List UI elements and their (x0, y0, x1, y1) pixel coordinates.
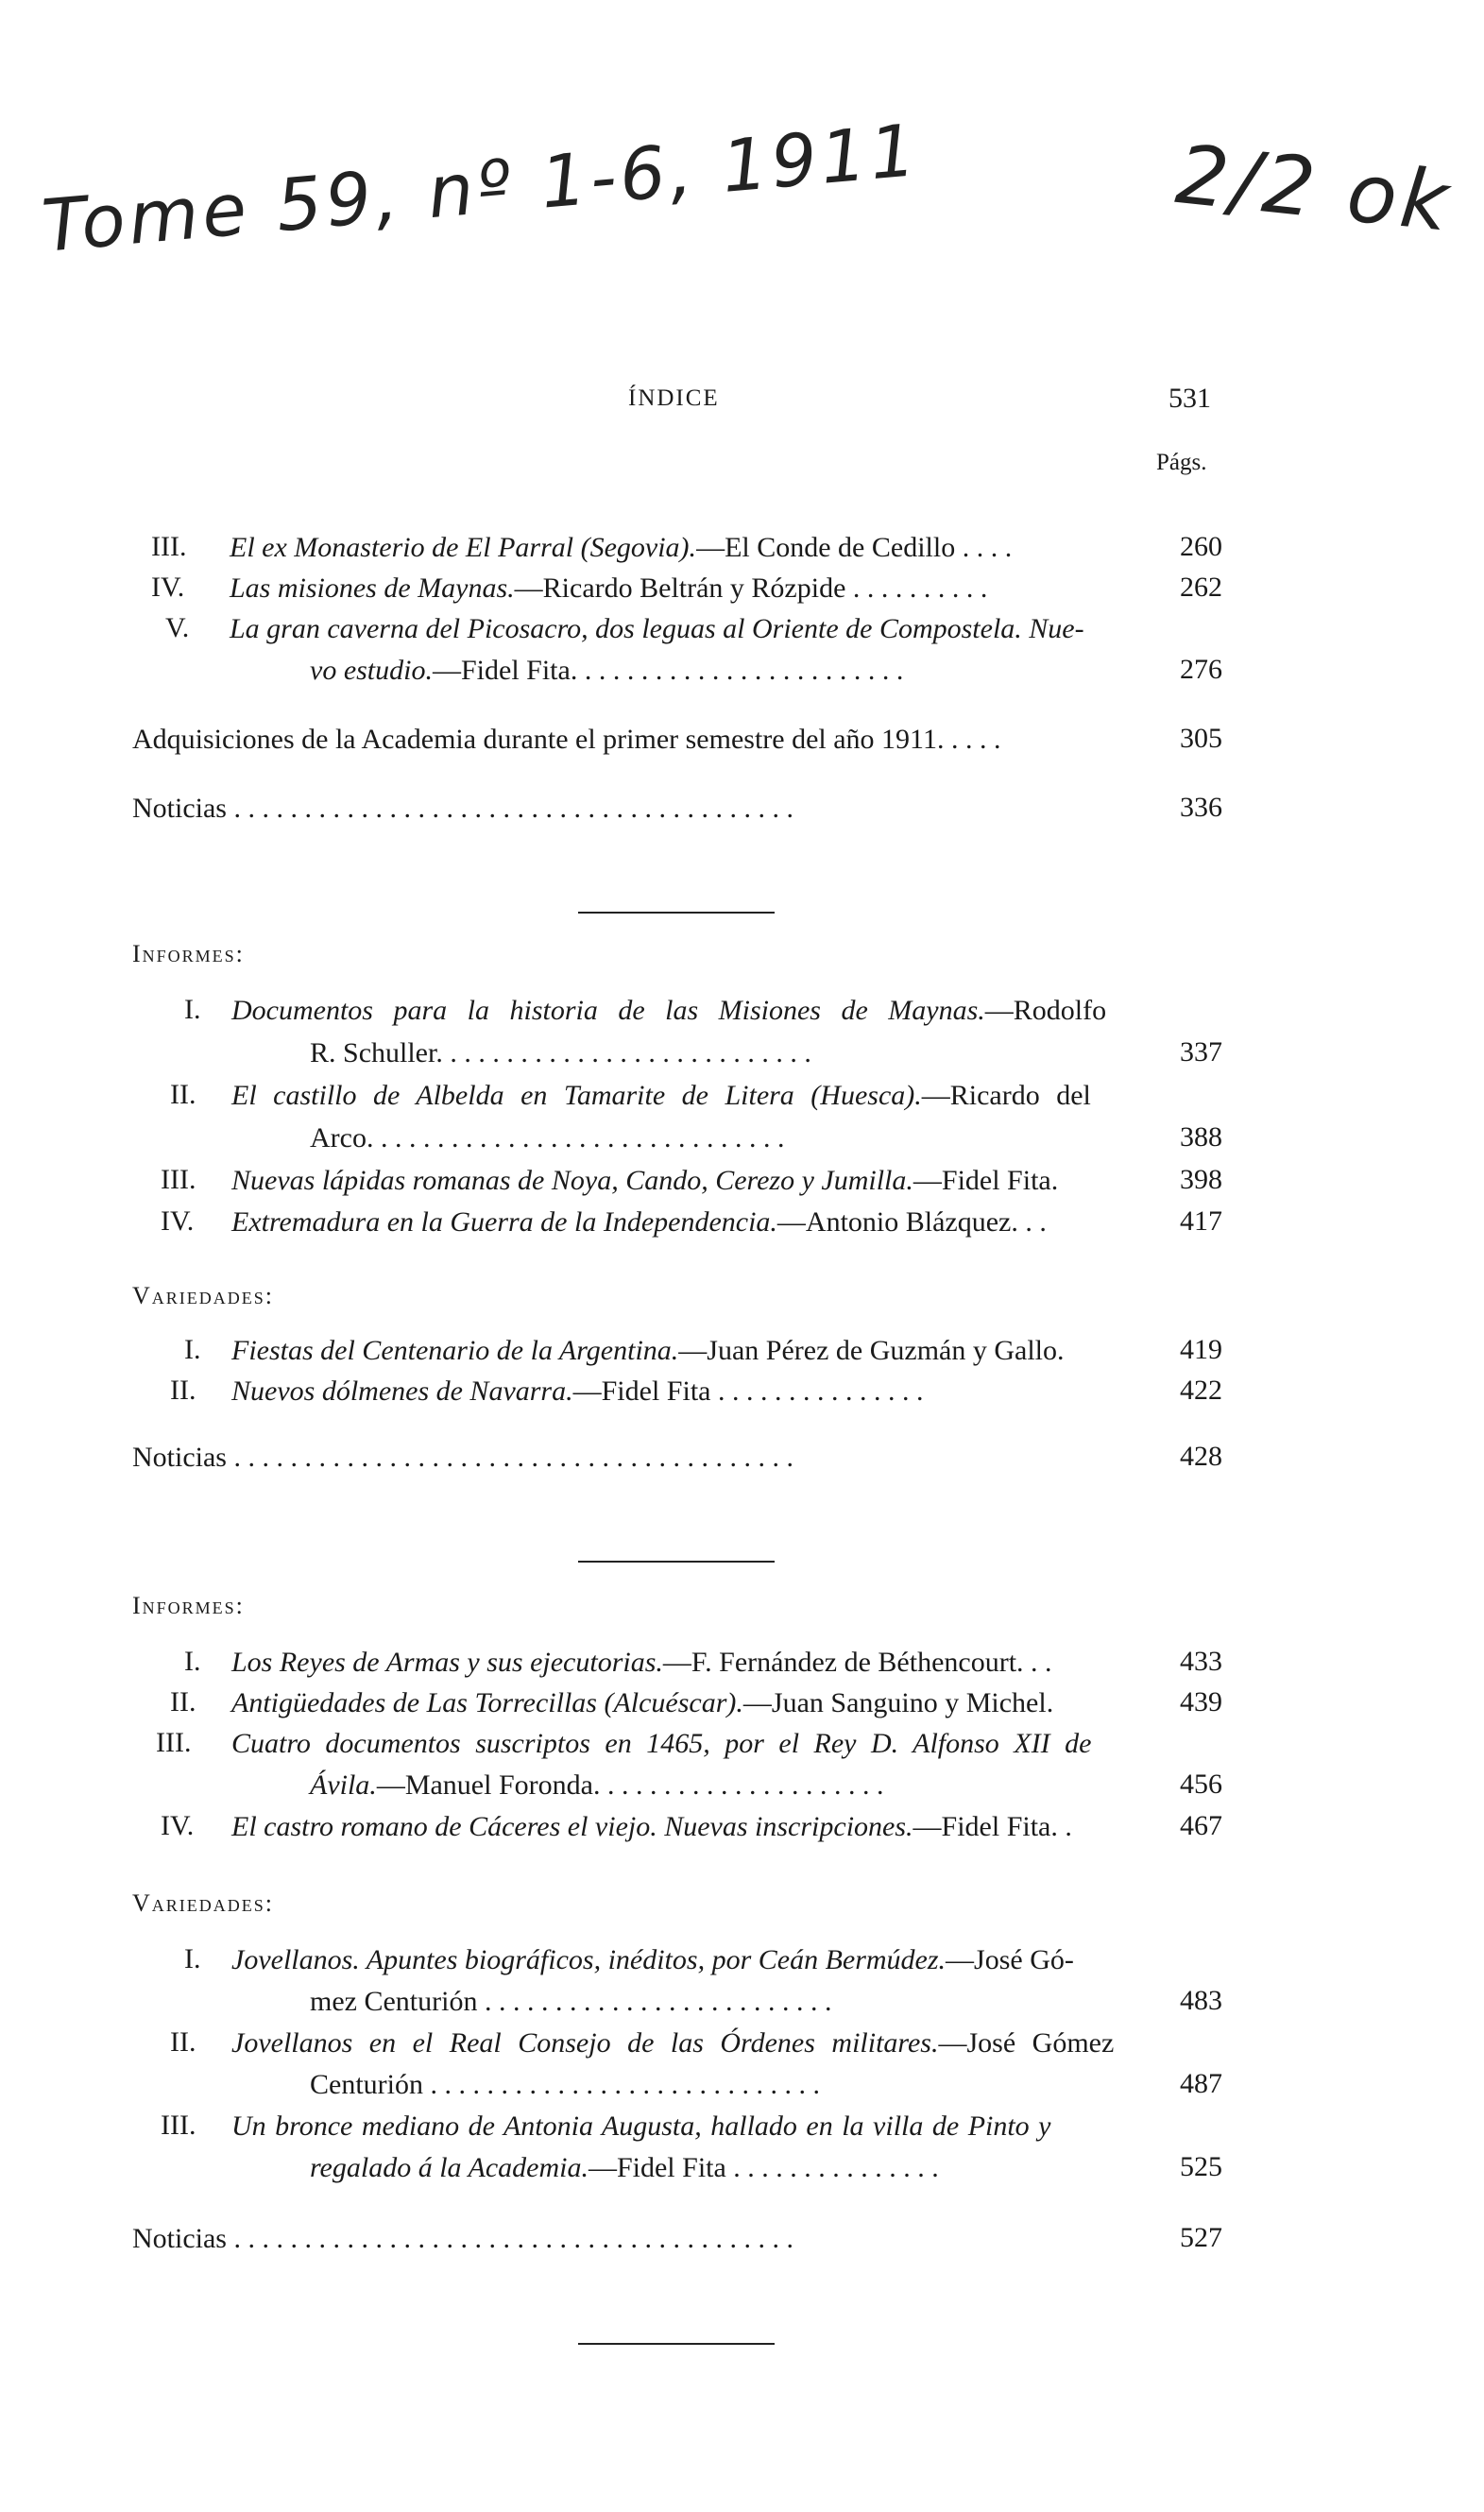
page-number: 531 (1168, 383, 1211, 414)
entry-page: 262 (1180, 572, 1222, 603)
entry-number: III. (161, 2110, 196, 2141)
entry-page: 439 (1180, 1686, 1222, 1717)
entry-title: Cuatro documentos suscriptos en 1465, por el Rey D. Alfonso XII de (231, 1728, 1092, 1759)
entry-page: 398 (1180, 1164, 1222, 1195)
entry-page: 422 (1180, 1375, 1222, 1406)
entry-page: 433 (1180, 1646, 1222, 1677)
toc-entry (231, 1810, 1072, 1844)
toc-entry (230, 531, 1012, 565)
toc-entry (231, 1205, 1047, 1239)
entry-title: Los Reyes de Armas y sus ejecutorias. (231, 1647, 663, 1678)
toc-entry-adquisiciones: Adquisiciones de la Academia durante el primer semestre del año 1911. . . . . (132, 724, 1001, 755)
entry-author: —Juan Pérez de Guzmán y Gallo. (678, 1335, 1065, 1366)
toc-entry (231, 1686, 1053, 1720)
entry-title: Extremadura en la Guerra de la Independencia. (231, 1206, 777, 1238)
toc-entry (231, 994, 1106, 1028)
entry-number: III. (156, 1727, 192, 1758)
entry-author: —Fidel Fita. . . . . . . . . . . . . . . . . . . . . . . . (432, 655, 904, 686)
entry-title: El castillo de Albelda en Tamarite de Litera (Huesca). (231, 1080, 922, 1111)
entry-title: Documentos para la historia de las Misiones de Maynas. (231, 995, 985, 1026)
entry-page: 417 (1180, 1205, 1222, 1237)
toc-entry-continuation (310, 654, 903, 688)
entry-page: 337 (1180, 1036, 1222, 1068)
entry-author: —Ricardo del (921, 1080, 1091, 1111)
entry-author: —Rodolfo (984, 995, 1107, 1026)
pages-column-label: Págs. (1156, 450, 1207, 475)
entry-number: III. (161, 1164, 196, 1195)
toc-entry (230, 572, 987, 606)
entry-author: —Antonio Blázquez. . . (776, 1206, 1047, 1238)
entry-title: Jovellanos. Apuntes biográficos, inéditos, por Ceán Bermúdez. (231, 1944, 947, 1975)
toc-entry (231, 1164, 1058, 1198)
toc-entry-noticias: Noticias . . . . . . . . . . . . . . . . . . . . . . . . . . . . . . . . . . . . . . . . (132, 793, 793, 824)
toc-entry (231, 1334, 1065, 1368)
section-heading-informes: Informes: (132, 940, 245, 967)
entry-page: 388 (1180, 1121, 1222, 1153)
entry-author: —F. Fernández de Béthencourt. . . (662, 1647, 1052, 1678)
toc-entry-continuation: mez Centurión . . . . . . . . . . . . . . . . . . . . . . . . . (310, 1986, 832, 2017)
toc-entry-continuation: Centurión . . . . . . . . . . . . . . . . . . . . . . . . . . . . (310, 2069, 820, 2100)
toc-entry-continuation: Arco. . . . . . . . . . . . . . . . . . . . . . . . . . . . . . (310, 1122, 785, 1153)
entry-page: 487 (1180, 2068, 1222, 2099)
entry-page: 336 (1180, 792, 1222, 823)
entry-title: vo estudio. (310, 655, 433, 686)
toc-entry (231, 1727, 1091, 1761)
section-heading-variedades: Variedades: (132, 1889, 274, 1917)
section-divider (578, 1561, 775, 1563)
entry-page: 260 (1180, 531, 1222, 562)
entry-page: 428 (1180, 1441, 1222, 1472)
toc-entry (231, 1646, 1052, 1680)
entry-number: I. (184, 1943, 201, 1974)
entry-title: La gran caverna del Picosacro, dos leguas al Oriente de Compostela. Nue- (230, 613, 1084, 644)
toc-entry (231, 1375, 923, 1409)
entry-number: IV. (161, 1810, 195, 1841)
entry-page: 527 (1180, 2222, 1222, 2253)
entry-author: —José Gó- (946, 1944, 1074, 1975)
entry-page: 483 (1180, 1985, 1222, 2016)
section-heading-informes: Informes: (132, 1592, 245, 1619)
entry-number: V. (165, 612, 190, 643)
toc-entry (230, 612, 1084, 646)
entry-author: —Fidel Fita. . (913, 1811, 1072, 1842)
entry-author: —Manuel Foronda. . . . . . . . . . . . . . . . . . . . . (376, 1769, 884, 1801)
toc-entry-noticias: Noticias . . . . . . . . . . . . . . . . . . . . . . . . . . . . . . . . . . . . . . . . (132, 2223, 793, 2254)
entry-title: Las misiones de Maynas. (230, 572, 515, 604)
entry-number: II. (170, 1079, 196, 1110)
entry-number: IV. (151, 572, 185, 603)
entry-title: Antigüedades de Las Torrecillas (Alcuéscar). (231, 1687, 743, 1718)
section-divider (578, 912, 775, 914)
entry-title: regalado á la Academia. (310, 2152, 588, 2183)
entry-page: 276 (1180, 654, 1222, 685)
toc-entry (231, 1079, 1091, 1113)
entry-author: —Fidel Fita . . . . . . . . . . . . . . . (588, 2152, 939, 2183)
entry-title: Fiestas del Centenario de la Argentina. (231, 1335, 679, 1366)
entry-title: Ávila. (310, 1769, 377, 1801)
entry-number: I. (184, 994, 201, 1025)
entry-page: 467 (1180, 1810, 1222, 1841)
toc-entry (231, 1943, 1074, 1977)
entry-number: II. (170, 1686, 196, 1717)
entry-title: El ex Monasterio de El Parral (Segovia). (230, 532, 697, 563)
entry-author: —Juan Sanguino y Michel. (742, 1687, 1054, 1718)
toc-entry-continuation (310, 2151, 939, 2185)
entry-author: —Ricardo Beltrán y Rózpide . . . . . . . . . . (514, 572, 988, 604)
entry-author: —El Conde de Cedillo . . . . (696, 532, 1013, 563)
toc-entry-continuation: R. Schuller. . . . . . . . . . . . . . . . . . . . . . . . . . . (310, 1037, 811, 1068)
entry-title: Jovellanos en el Real Consejo de las Órdenes militares. (231, 2027, 939, 2059)
entry-number: IV. (161, 1205, 195, 1237)
entry-page: 525 (1180, 2151, 1222, 2182)
handwritten-volume-note: Tome 59, nº 1-6, 1911 (39, 107, 923, 268)
entry-author: —Fidel Fita. (913, 1165, 1059, 1196)
entry-page: 305 (1180, 723, 1222, 754)
entry-title: Un bronce mediano de Antonia Augusta, hallado en la villa de Pinto y (231, 2110, 1051, 2142)
entry-author: —José Gómez (938, 2027, 1115, 2059)
entry-page: 456 (1180, 1769, 1222, 1800)
entry-title: Nuevos dólmenes de Navarra. (231, 1376, 573, 1407)
toc-entry-noticias: Noticias . . . . . . . . . . . . . . . . . . . . . . . . . . . . . . . . . . . . . . . . (132, 1442, 793, 1473)
entry-author: —Fidel Fita . . . . . . . . . . . . . . . (572, 1376, 924, 1407)
entry-number: II. (170, 2026, 196, 2058)
toc-entry (231, 2026, 1114, 2060)
toc-entry-continuation (310, 1769, 883, 1803)
entry-title: El castro romano de Cáceres el viejo. Nuevas inscripciones. (231, 1811, 913, 1842)
section-heading-variedades: Variedades: (132, 1282, 274, 1309)
entry-number: II. (170, 1375, 196, 1406)
toc-entry (231, 2110, 1051, 2144)
entry-number: I. (184, 1334, 201, 1365)
page-title: ÍNDICE (628, 385, 720, 411)
entry-number: III. (151, 531, 187, 562)
entry-number: I. (184, 1646, 201, 1677)
section-divider (578, 2343, 775, 2345)
handwritten-check-note: 2/2 ok (1171, 128, 1457, 250)
entry-title: Nuevas lápidas romanas de Noya, Cando, Cerezo y Jumilla. (231, 1165, 913, 1196)
entry-page: 419 (1180, 1334, 1222, 1365)
